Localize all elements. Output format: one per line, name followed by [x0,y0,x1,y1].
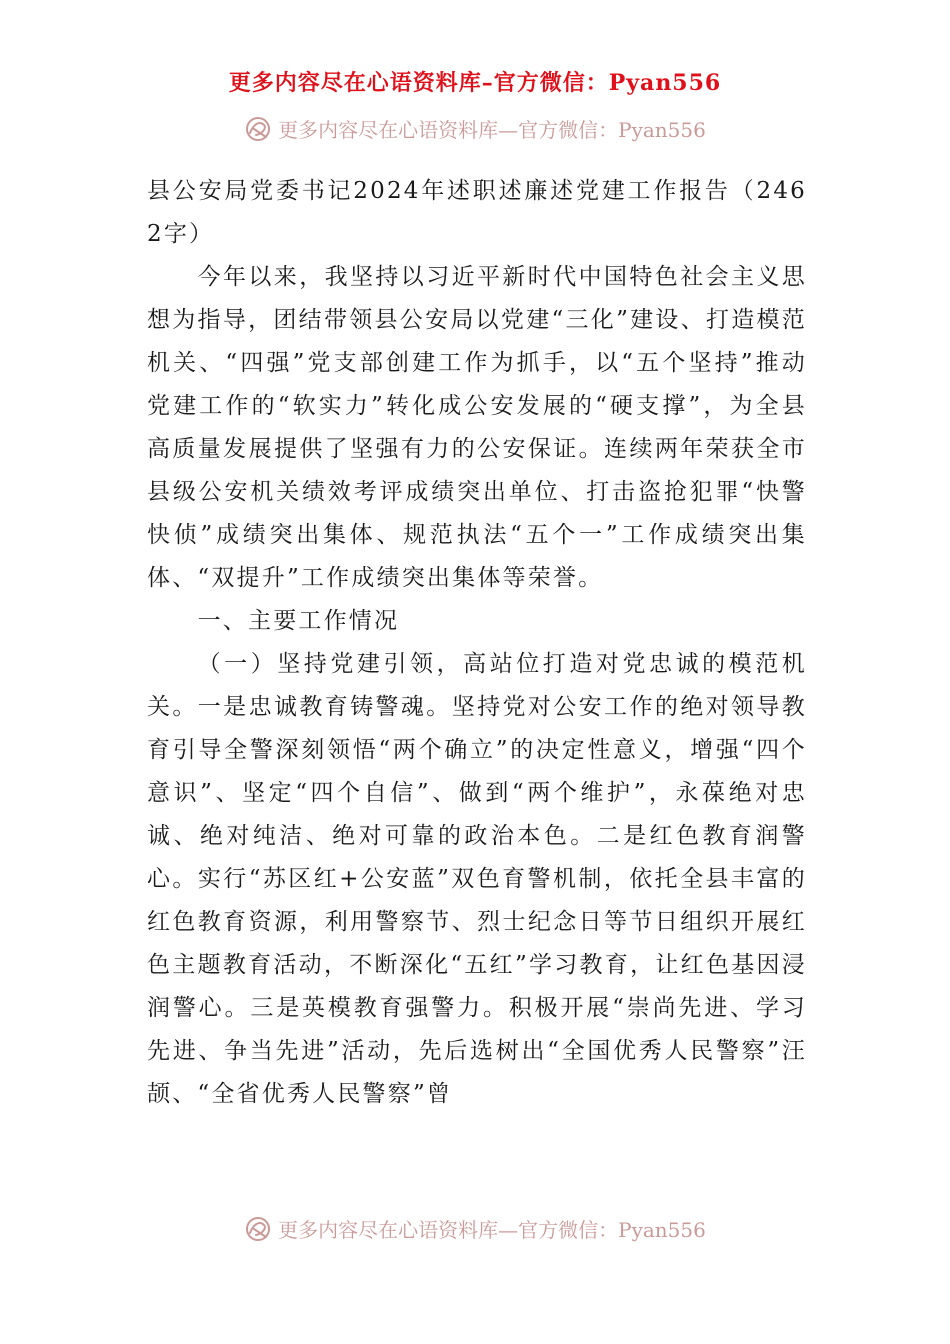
paragraph-intro: 今年以来，我坚持以习近平新时代中国特色社会主义思想为指导，团结带领县公安局以党建“三化”建设、打造模范机关、“四强”党支部创建工作为抓手，以“五个坚持”推动党建工作的“软实力”转化成公安发展的“硬支撑”，为全县高质量发展提供了坚强有力的公安保证。连续两年荣获全市县级公安机关绩效考评成绩突出单位、打击盗抢犯罪“快警快侦”成绩突出集体、规范执法“五个一”工作成绩突出集体、“双提升”工作成绩突出集体等荣誉。 [147,264,807,591]
signature-logo-icon [244,1215,272,1243]
watermark-text: 更多内容尽在心语资料库—官方微信：Pyan556 [278,1218,706,1242]
watermark-top [0,114,950,143]
document-body [147,170,807,1116]
signature-logo-icon [244,115,272,143]
header-banner: 更多内容尽在心语资料库–官方微信：Pyan556 [228,70,722,96]
watermark-bottom [0,1214,950,1243]
watermark-text: 更多内容尽在心语资料库—官方微信：Pyan556 [278,118,706,142]
section-heading: 一、主要工作情况 [197,608,400,634]
paragraph-section-1: （一）坚持党建引领，高站位打造对党忠诚的模范机关。一是忠诚教育铸警魂。坚持党对公安工作的绝对领导教育引导全警深刻领悟“两个确立”的决定性意义，增强“四个意识”、坚定“四个自信”、做到“两个维护”，永葆绝对忠诚、绝对纯洁、绝对可靠的政治本色。二是红色教育润警心。实行“苏区红+公安蓝”双色育警机制，依托全县丰富的红色教育资源，利用警察节、烈士纪念日等节日组织开展红色主题教育活动，不断深化“五红”学习教育，让红色基因浸润警心。三是英模教育强警力。积极开展“崇尚先进、学习先进、争当先进”活动，先后选树出“全国优秀人民警察”汪颉、“全省优秀人民警察”曾 [147,651,807,1107]
document-title: 县公安局党委书记2024年述职述廉述党建工作报告（2462字） [147,178,807,247]
